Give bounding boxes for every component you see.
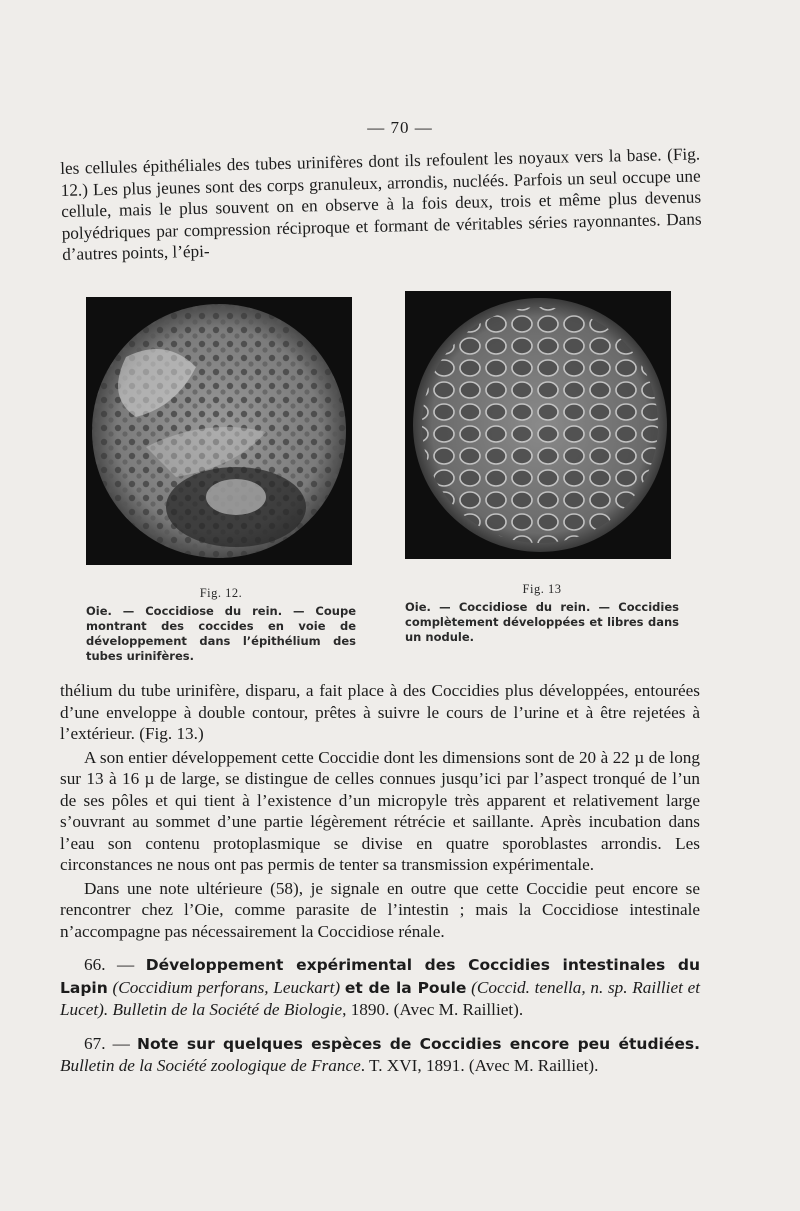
figure-13-title: Fig. 13 (522, 582, 562, 596)
entry-67-journal: Bulletin de la Société zoologique de France (60, 1056, 361, 1075)
entry-66-title-part1: Développement expérimental des Coccidies intestinales du Lapin (60, 956, 701, 997)
figure-13-caption-text: Oie. — Coccidiose du rein. — Coccidies complètement développées et libres dans un nodule. (405, 600, 679, 644)
entry-67-title: Note sur quelques espèces de Coccidies encore peu étudiées. (137, 1034, 701, 1053)
entry-66-journal: Bulletin de la Société de Biologie (112, 1000, 343, 1019)
paragraph-continuation: thélium du tube urinifère, disparu, a fait place à des Coccidies plus développées, entourées d’une enveloppe à double contour, prêtes à suivre le cours de l’urine et à être rejetées à l’extérieur. (Fig. 13.) (60, 681, 700, 743)
figure-13-micrograph (405, 291, 671, 559)
figure-12-micrograph (86, 297, 352, 565)
body-text (60, 680, 700, 1077)
paragraph-later-note: Dans une note ultérieure (58), je signale en outre que cette Coccidie peut encore se rencontrer chez l’Oie, comme parasite de l’intestin ; mais la Coccidiose intestinale n’accompagne pas nécessairement la Coccidiose rénale. (60, 878, 700, 941)
entry-67-number: 67. — (84, 1033, 130, 1053)
entry-67-tail: . T. XVI, 1891. (Avec M. Railliet). (360, 1056, 599, 1075)
entry-66-title-part2: et de la Poule (344, 978, 467, 997)
kidney-section-image (86, 297, 352, 565)
page-number: — 70 — (367, 118, 433, 137)
bibliography-entry-66 (60, 954, 700, 1021)
bibliography-entry-67 (60, 1033, 700, 1077)
entry-66-paren-1: (Coccidium perforans, Leuckart) (112, 977, 341, 997)
intro-paragraph: les cellules épithéliales des tubes urinifères dont ils refoulent les noyaux vers la base. (Fig. 12.) Les plus jeunes sont des corps granuleux, arrondis, nucléés. Parfois un seul occupe une cellule, mais le plus souvent on en observe à la fois deux, trois et même plus devenus polyédriques par compression réciproque et formant de véritables séries rayonnantes. Dans d’autres points, l’épi- (60, 144, 702, 264)
figure-12-title: Fig. 12. (199, 586, 243, 600)
paragraph-development: A son entier développement cette Coccidie dont les dimensions sont de 20 à 22 µ de long sur 13 à 16 µ de large, se distingue de celles connues jusqu’ici par l’aspect tronqué de l’un de ses pôles et qui tient à l’existence d’un micropyle très apparent et relativement large s’ouvrant au sommet d’une partie légèrement rétrécie et saillante. Après incubation dans l’eau son contenu protoplasmique se divise en quatre sporoblastes arrondis. Les circonstances ne nous ont pas permis de tenter sa transmission expérimentale. (60, 747, 700, 874)
figure-13-caption (405, 582, 679, 645)
nodule-coccidia-image (405, 291, 671, 559)
entry-66-tail: , 1890. (Avec M. Railliet). (342, 1000, 524, 1019)
entry-66-number: 66. — (84, 955, 135, 974)
figure-12-caption-text: Oie. — Coccidiose du rein. — Coupe montrant des coccides en voie de développement dans l’épithélium des tubes urinifères. (86, 604, 356, 663)
entry-66-paren-2: (Coccid. tenella, n. sp. Railliet et Lucet). (60, 977, 700, 1019)
figure-12-caption (86, 586, 356, 664)
